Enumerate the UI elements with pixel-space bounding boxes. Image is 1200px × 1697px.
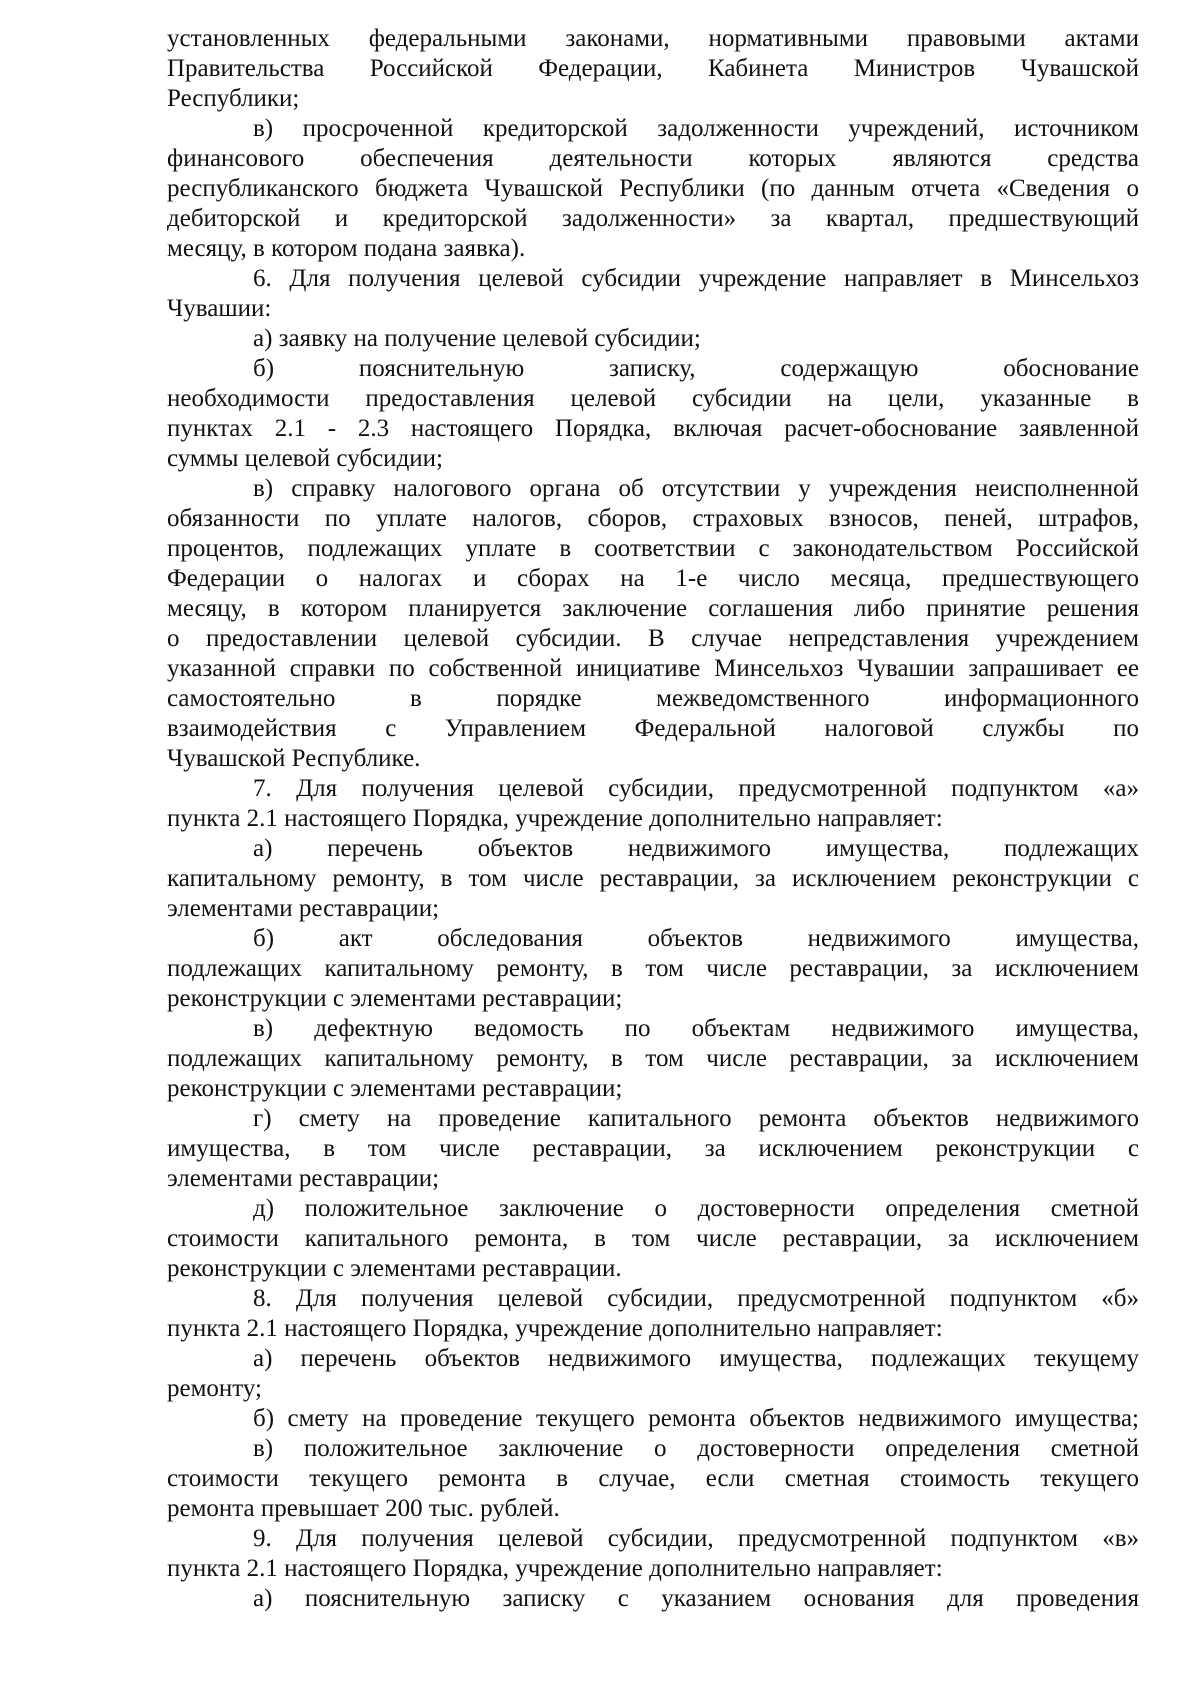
text-line: б) смету на проведение текущего ремонта объектов недвижимого имущества; (253, 1405, 1139, 1432)
text-line: месяцу, в котором планируется заключение соглашения либо принятие решения (167, 595, 1139, 622)
text-line: пункта 2.1 настоящего Порядка, учреждение дополнительно направляет: (167, 1555, 943, 1582)
text-line: взаимодействия с Управлением Федеральной налоговой службы по (167, 715, 1139, 742)
text-line: а) пояснительную записку с указанием основания для проведения (253, 1585, 1139, 1612)
text-line: обязанности по уплате налогов, сборов, страховых взносов, пеней, штрафов, (167, 505, 1139, 532)
text-line: элементами реставрации; (167, 895, 440, 922)
text-line: в) справку налогового органа об отсутствии у учреждения неисполненной (253, 475, 1139, 502)
text-line: в) положительное заключение о достоверности определения сметной (253, 1435, 1139, 1462)
text-line: 6. Для получения целевой субсидии учреждение направляет в Минсельхоз (253, 265, 1139, 292)
text-line: элементами реставрации; (167, 1165, 440, 1192)
text-line: стоимости текущего ремонта в случае, если сметная стоимость текущего (167, 1465, 1139, 1492)
text-line: установленных федеральными законами, нормативными правовыми актами (167, 25, 1139, 52)
text-line: пункта 2.1 настоящего Порядка, учреждение дополнительно направляет: (167, 1315, 943, 1342)
text-line: финансового обеспечения деятельности которых являются средства (167, 145, 1139, 172)
text-line: а) перечень объектов недвижимого имущества, подлежащих (253, 835, 1139, 862)
text-line: б) акт обследования объектов недвижимого имущества, (253, 925, 1139, 952)
text-line: а) перечень объектов недвижимого имущества, подлежащих текущему (253, 1345, 1139, 1372)
text-line: Правительства Российской Федерации, Кабинета Министров Чувашской (167, 55, 1139, 82)
text-line: капитальному ремонту, в том числе реставрации, за исключением реконструкции с (167, 865, 1139, 892)
text-line: самостоятельно в порядке межведомственного информационного (167, 685, 1139, 712)
text-line: месяцу, в котором подана заявка). (167, 235, 526, 262)
text-line: Республики; (167, 85, 300, 112)
text-line: б) пояснительную записку, содержащую обоснование (253, 355, 1139, 382)
text-line: 8. Для получения целевой субсидии, предусмотренной подпунктом «б» (253, 1285, 1139, 1312)
text-line: дебиторской и кредиторской задолженности» за квартал, предшествующий (167, 205, 1139, 232)
text-line: в) дефектную ведомость по объектам недвижимого имущества, (253, 1015, 1139, 1042)
text-line: пунктах 2.1 - 2.3 настоящего Порядка, включая расчет-обоснование заявленной (167, 415, 1139, 442)
text-line: 7. Для получения целевой субсидии, предусмотренной подпунктом «а» (253, 775, 1139, 802)
text-line: суммы целевой субсидии; (167, 445, 443, 472)
text-line: в) просроченной кредиторской задолженности учреждений, источником (253, 115, 1139, 142)
text-line: реконструкции с элементами реставрации; (167, 985, 623, 1012)
text-line: 9. Для получения целевой субсидии, предусмотренной подпунктом «в» (253, 1525, 1139, 1552)
text-line: Чувашии: (167, 295, 272, 322)
text-line: д) положительное заключение о достоверности определения сметной (253, 1195, 1139, 1222)
text-line: подлежащих капитальному ремонту, в том числе реставрации, за исключением (167, 1045, 1139, 1072)
text-line: необходимости предоставления целевой субсидии на цели, указанные в (167, 385, 1139, 412)
text-line: Чувашской Республике. (167, 745, 421, 772)
text-line: пункта 2.1 настоящего Порядка, учреждение дополнительно направляет: (167, 805, 943, 832)
text-line: имущества, в том числе реставрации, за исключением реконструкции с (167, 1135, 1139, 1162)
text-line: реконструкции с элементами реставрации. (167, 1255, 622, 1282)
text-line: республиканского бюджета Чувашской Республики (по данным отчета «Сведения о (167, 175, 1139, 202)
text-line: г) смету на проведение капитального ремонта объектов недвижимого (253, 1105, 1139, 1132)
text-line: ремонту; (167, 1375, 263, 1402)
text-line: подлежащих капитальному ремонту, в том числе реставрации, за исключением (167, 955, 1139, 982)
text-line: реконструкции с элементами реставрации; (167, 1075, 623, 1102)
text-line: процентов, подлежащих уплате в соответствии с законодательством Российской (167, 535, 1139, 562)
text-line: Федерации о налогах и сборах на 1-е число месяца, предшествующего (167, 565, 1139, 592)
text-line: стоимости капитального ремонта, в том числе реставрации, за исключением (167, 1225, 1139, 1252)
text-line: о предоставлении целевой субсидии. В случае непредставления учреждением (167, 625, 1139, 652)
text-line: ремонта превышает 200 тыс. рублей. (167, 1495, 560, 1522)
text-line: а) заявку на получение целевой субсидии; (253, 325, 701, 352)
text-line: указанной справки по собственной инициативе Минсельхоз Чувашии запрашивает ее (167, 655, 1139, 682)
